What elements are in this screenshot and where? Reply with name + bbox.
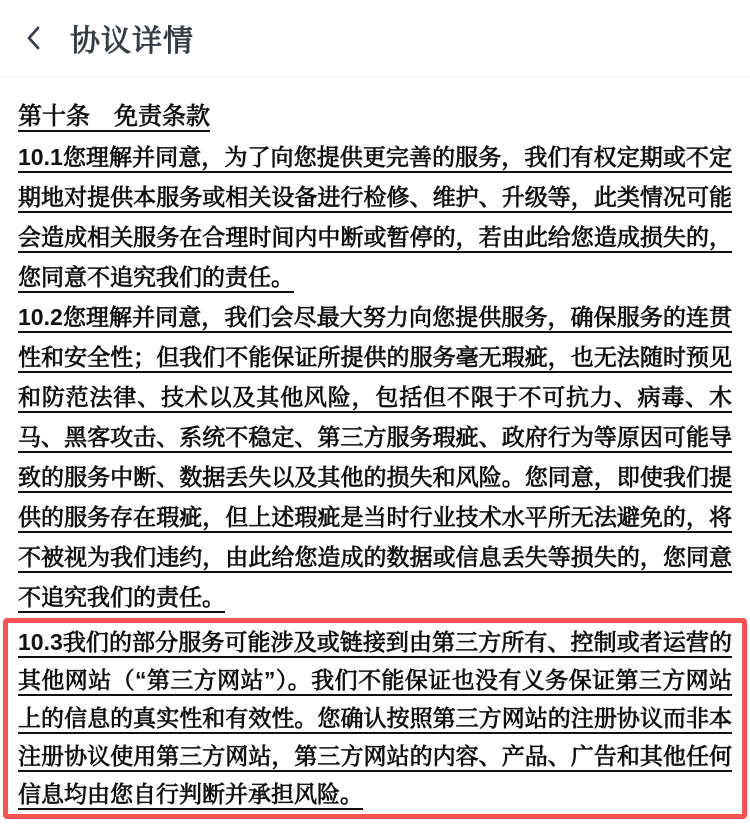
page-title: 协议详情 bbox=[70, 25, 194, 58]
back-button[interactable] bbox=[24, 22, 52, 54]
section-heading: 第十条 免责条款 bbox=[18, 103, 210, 130]
chevron-left-icon bbox=[24, 24, 44, 52]
header bbox=[0, 0, 750, 76]
clause-10-1: 10.1您理解并同意，为了向您提供更完善的服务，我们有权定期或不定期地对提供本服务或相关设备进行检修、维护、升级等，此类情况可能会造成相关服务在合理时间内中断或暂停的，若由此给您造成损失的，您同意不追究我们的责任。 bbox=[18, 144, 732, 290]
agreement-body bbox=[0, 77, 750, 819]
highlight-annotation-box bbox=[3, 618, 747, 819]
clause-10-2: 10.2您理解并同意，我们会尽最大努力向您提供服务，确保服务的连贯性和安全性；但我们不能保证所提供的服务毫无瑕疵，也无法随时预见和防范法律、技术以及其他风险，包括但不限于不可抗力、病毒、木马、黑客攻击、系统不稳定、第三方服务瑕疵、政府行为等原因可能导致的服务中断、数据丢失以及其他的损失和风险。您同意，即使我们提供的服务存在瑕疵，但上述瑕疵是当时行业技术水平所无法避免的，将不被视为我们违约，由此给您造成的数据或信息丢失等损失的，您同意不追究我们的责任。 bbox=[18, 304, 732, 610]
clause-10-3: 10.3我们的部分服务可能涉及或链接到由第三方所有、控制或者运营的其他网站（“第三方网站”）。我们不能保证也没有义务保证第三方网站上的信息的真实性和有效性。您确认按照第三方网站的注册协议而非本注册协议使用第三方网站，第三方网站的内容、产品、广告和其他任何信息均由您自行判断并承担风险。 bbox=[18, 629, 732, 807]
